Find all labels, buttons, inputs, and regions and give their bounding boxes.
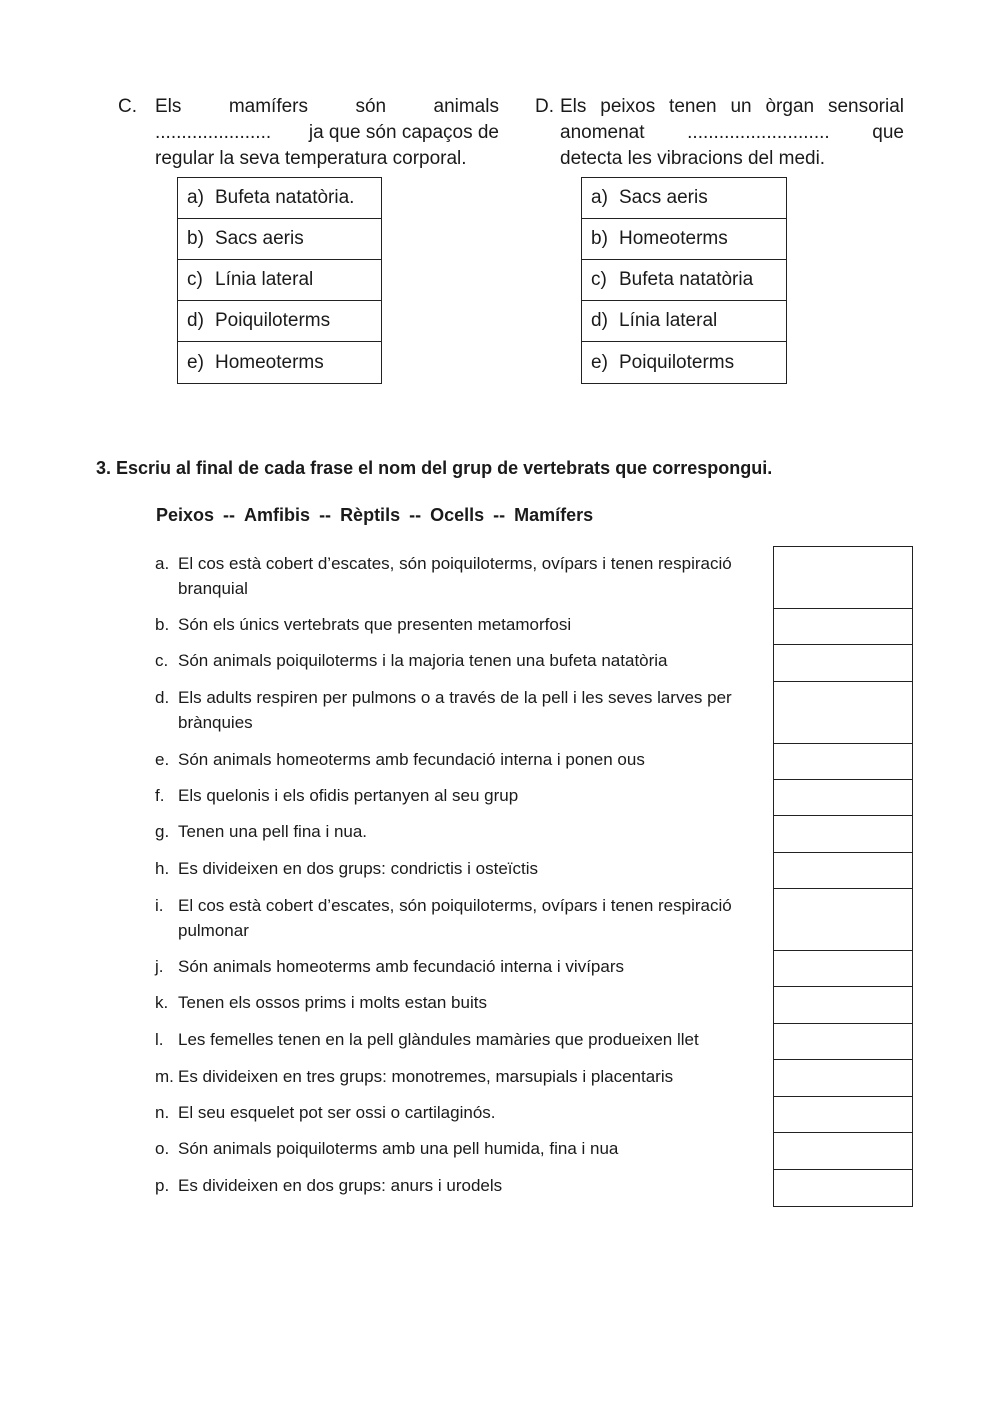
statement-item xyxy=(155,1136,760,1161)
question-d-word: anomenat xyxy=(560,122,645,143)
statement-key: k. xyxy=(155,993,169,1012)
group-name: Amfibis xyxy=(244,505,311,525)
statement-key: l. xyxy=(155,1030,164,1049)
group-separator: -- xyxy=(223,505,236,525)
answer-box[interactable] xyxy=(774,744,912,780)
option-key: e) xyxy=(187,351,204,373)
section-3-title: 3. Escriu al final de cada frase el nom del grup de vertebrats que correspongui. xyxy=(96,458,773,478)
statement-text: Són animals homeoterms amb fecundació interna i vivípars xyxy=(178,957,624,976)
statement-item xyxy=(155,990,760,1015)
option-row[interactable] xyxy=(582,260,786,301)
answer-box[interactable] xyxy=(774,951,912,987)
group-name: Rèptils xyxy=(340,505,401,525)
option-text: Bufeta natatòria. xyxy=(215,187,355,208)
statement-item xyxy=(155,819,760,844)
answer-box[interactable] xyxy=(774,1060,912,1097)
statement-text: Es divideixen en dos grups: condrictis i osteïctis xyxy=(178,859,539,878)
statement-key: c. xyxy=(155,651,169,670)
question-d-line1-text: Els peixos tenen un òrgan sensorial xyxy=(560,96,904,117)
statement-item xyxy=(155,1064,760,1089)
option-text: Poiquiloterms xyxy=(619,351,735,373)
group-list xyxy=(156,505,593,526)
statement-text: El seu esquelet pot ser ossi o cartilaginós. xyxy=(178,1103,496,1122)
question-c-line3: regular la seva temperatura corporal. xyxy=(155,148,467,169)
statement-key: f. xyxy=(155,786,165,805)
question-d-text xyxy=(560,94,904,172)
option-key: c) xyxy=(591,269,607,290)
statement-text: Són animals poiquiloterms i la majoria tenen una bufeta natatòria xyxy=(178,651,668,670)
statement-item xyxy=(155,747,760,772)
answer-box[interactable] xyxy=(774,1133,912,1170)
statement-key: a. xyxy=(155,554,170,573)
statement-key: p. xyxy=(155,1176,170,1195)
statement-text: Són animals homeoterms amb fecundació interna i ponen ous xyxy=(178,750,645,769)
question-c-word: animals xyxy=(433,96,499,117)
option-text: Poiquiloterms xyxy=(215,310,331,331)
option-row[interactable] xyxy=(178,219,381,260)
answer-column xyxy=(773,546,913,1207)
statement-item xyxy=(155,1173,760,1198)
option-row[interactable] xyxy=(178,178,381,219)
statement-text: Són els únics vertebrats que presenten metamorfosi xyxy=(178,615,572,634)
group-separator: -- xyxy=(493,505,506,525)
question-c-text xyxy=(155,94,499,172)
option-text: Sacs aeris xyxy=(619,187,708,208)
option-key: a) xyxy=(187,187,204,208)
statement-text: El cos està cobert d’escates, són poiquiloterms, ovípars i tenen respiració branquial xyxy=(178,554,732,598)
question-d-word: que xyxy=(872,122,904,143)
option-key: a) xyxy=(591,187,608,208)
statement-text: El cos està cobert d’escates, són poiquiloterms, ovípars i tenen respiració pulmonar xyxy=(178,896,732,940)
statement-text: Els quelonis i els ofidis pertanyen al seu grup xyxy=(178,786,519,805)
option-text: Línia lateral xyxy=(215,269,314,290)
statement-item xyxy=(155,783,760,808)
question-c-letter: C. xyxy=(118,96,137,117)
statement-item xyxy=(155,1100,760,1125)
option-text: Homeoterms xyxy=(215,351,324,373)
statement-key: j. xyxy=(155,957,164,976)
statement-key: m. xyxy=(155,1067,174,1086)
question-c-line2: ja que són capaços de xyxy=(308,122,499,143)
answer-box[interactable] xyxy=(774,1170,912,1206)
statement-text: Es divideixen en tres grups: monotremes, marsupials i placentaris xyxy=(178,1067,674,1086)
statement-item xyxy=(155,612,760,637)
answer-box[interactable] xyxy=(774,609,912,645)
option-row[interactable] xyxy=(178,260,381,301)
statement-text: Són animals poiquiloterms amb una pell humida, fina i nua xyxy=(178,1139,619,1158)
option-text: Homeoterms xyxy=(619,228,728,249)
group-separator: -- xyxy=(319,505,332,525)
option-key: e) xyxy=(591,351,608,373)
option-row[interactable] xyxy=(582,219,786,260)
statement-text: Tenen una pell fina i nua. xyxy=(178,822,368,841)
statement-item xyxy=(155,856,760,881)
option-row[interactable] xyxy=(582,178,786,219)
statement-key: e. xyxy=(155,750,170,769)
question-c-word: són xyxy=(355,96,387,117)
question-c-options xyxy=(177,177,382,384)
answer-box[interactable] xyxy=(774,780,912,816)
answer-box[interactable] xyxy=(774,853,912,889)
option-key: d) xyxy=(187,310,204,331)
statement-item xyxy=(155,893,760,943)
option-row[interactable] xyxy=(582,301,786,342)
group-name: Peixos xyxy=(156,505,215,525)
answer-box[interactable] xyxy=(774,1097,912,1133)
option-key: b) xyxy=(591,228,608,249)
statement-item xyxy=(155,648,760,673)
statement-key: o. xyxy=(155,1139,170,1158)
statement-item xyxy=(155,685,760,735)
group-name: Mamífers xyxy=(514,505,594,525)
statement-text: Els adults respiren per pulmons o a través de la pell i les seves larves per brànquies xyxy=(178,688,732,732)
option-key: d) xyxy=(591,310,608,331)
option-text: Bufeta natatòria xyxy=(619,269,754,290)
group-separator: -- xyxy=(409,505,422,525)
statement-key: d. xyxy=(155,688,170,707)
answer-box[interactable] xyxy=(774,889,912,951)
statement-key: b. xyxy=(155,615,170,634)
answer-box[interactable] xyxy=(774,682,912,744)
question-d-options xyxy=(581,177,787,384)
question-c-word: mamífers xyxy=(228,96,309,117)
answer-box[interactable] xyxy=(774,547,912,609)
option-text: Línia lateral xyxy=(619,310,718,331)
question-d-letter: D. xyxy=(535,96,554,117)
statement-text: Les femelles tenen en la pell glàndules mamàries que produeixen llet xyxy=(178,1030,699,1049)
option-row[interactable] xyxy=(178,342,381,383)
answer-box[interactable] xyxy=(774,816,912,853)
statement-text: Tenen els ossos prims i molts estan buits xyxy=(178,993,487,1012)
statement-key: h. xyxy=(155,859,170,878)
statement-item xyxy=(155,954,760,979)
statement-key: n. xyxy=(155,1103,170,1122)
answer-box[interactable] xyxy=(774,987,912,1024)
group-name: Ocells xyxy=(430,505,485,525)
option-key: c) xyxy=(187,269,203,290)
statement-text: Es divideixen en dos grups: anurs i urodels xyxy=(178,1176,503,1195)
statement-item xyxy=(155,1027,760,1052)
option-row[interactable] xyxy=(582,342,786,383)
question-c-word: Els xyxy=(155,96,182,117)
option-text: Sacs aeris xyxy=(215,228,304,249)
statement-item xyxy=(155,551,760,601)
question-d-line3: detecta les vibracions del medi. xyxy=(560,148,826,169)
question-d-line1 xyxy=(560,94,904,120)
statement-key: i. xyxy=(155,896,164,915)
option-key: b) xyxy=(187,228,204,249)
question-c-blank[interactable]: ...................... xyxy=(155,122,272,143)
answer-box[interactable] xyxy=(774,1024,912,1060)
statement-key: g. xyxy=(155,822,170,841)
question-d-blank[interactable]: ........................... xyxy=(687,122,830,143)
option-row[interactable] xyxy=(178,301,381,342)
answer-box[interactable] xyxy=(774,645,912,682)
